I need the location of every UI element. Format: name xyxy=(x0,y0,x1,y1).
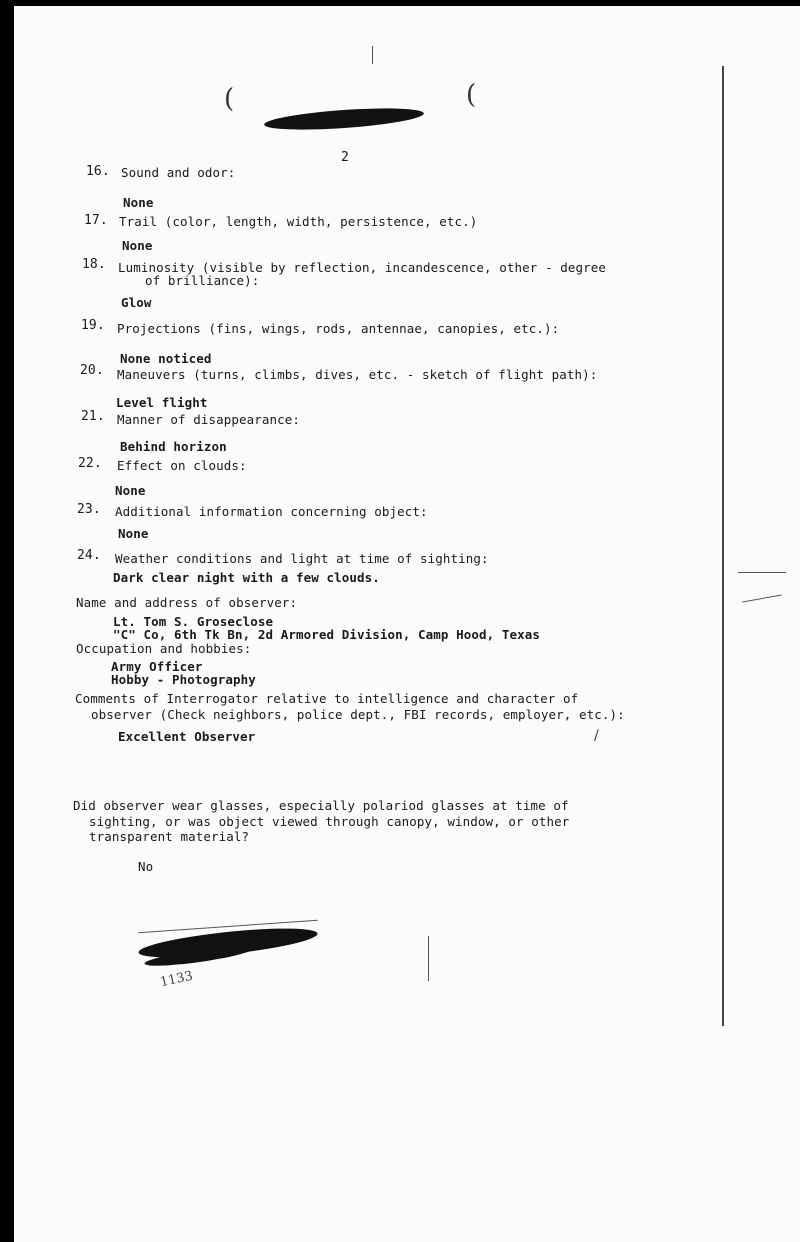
glasses-question: Did observer wear glasses, especially polariod glasses at time of xyxy=(73,798,569,813)
question-number: 17. xyxy=(84,213,108,228)
question-text: Luminosity (visible by reflection, incandescence, other - degree xyxy=(118,260,607,275)
question-number: 21. xyxy=(81,409,105,424)
answer-text: None xyxy=(115,483,146,498)
answer-text: None xyxy=(118,526,149,541)
comments-label: Comments of Interrogator relative to intelligence and character of xyxy=(75,691,579,706)
question-text: Effect on clouds: xyxy=(117,458,247,473)
question-text: Projections (fins, wings, rods, antennae, canopies, etc.): xyxy=(117,321,560,336)
slash-mark: / xyxy=(594,728,599,744)
redaction-scribble-top xyxy=(264,104,425,133)
comments-answer: Excellent Observer xyxy=(118,729,256,744)
occupation-value: Army Officer xyxy=(111,659,203,674)
hobby-value: Hobby - Photography xyxy=(111,672,256,687)
handwritten-number: 1133 xyxy=(158,968,195,991)
stray-mark xyxy=(428,936,429,981)
question-number: 23. xyxy=(77,502,101,517)
question-text-continued: of brilliance): xyxy=(145,273,260,288)
observer-label: Name and address of observer: xyxy=(76,595,298,610)
answer-text: Glow xyxy=(121,295,152,310)
paren-mark-right: ( xyxy=(466,80,477,110)
margin-mark xyxy=(738,572,786,573)
answer-text: Dark clear night with a few clouds. xyxy=(113,570,380,585)
answer-text: Level flight xyxy=(116,395,208,410)
question-number: 18. xyxy=(82,257,106,272)
occupation-label: Occupation and hobbies: xyxy=(76,641,252,656)
answer-text: Behind horizon xyxy=(120,439,227,454)
margin-mark xyxy=(742,595,782,603)
question-number: 19. xyxy=(81,318,105,333)
stray-mark xyxy=(372,46,373,64)
question-text: Weather conditions and light at time of sighting: xyxy=(115,551,489,566)
question-number: 24. xyxy=(77,548,101,563)
glasses-question-continued: sighting, or was object viewed through canopy, window, or other xyxy=(89,814,570,829)
question-text: Maneuvers (turns, climbs, dives, etc. - sketch of flight path): xyxy=(117,367,598,382)
question-number: 16. xyxy=(86,164,110,179)
page-number: 2 xyxy=(341,150,349,165)
question-text: Additional information concerning object: xyxy=(115,504,428,519)
question-text: Sound and odor: xyxy=(121,165,236,180)
paren-mark-left: ( xyxy=(224,84,235,114)
glasses-answer: No xyxy=(138,859,154,874)
question-number: 20. xyxy=(80,363,104,378)
observer-address: "C" Co, 6th Tk Bn, 2d Armored Division, Camp Hood, Texas xyxy=(113,627,541,642)
document-page xyxy=(14,6,800,1242)
answer-text: None noticed xyxy=(120,351,212,366)
page-edge-line xyxy=(722,66,727,1026)
answer-text: None xyxy=(123,195,154,210)
answer-text: None xyxy=(122,238,153,253)
observer-name: Lt. Tom S. Groseclose xyxy=(113,614,274,629)
glasses-question-continued: transparent material? xyxy=(89,829,250,844)
comments-label-continued: observer (Check neighbors, police dept., FBI records, employer, etc.): xyxy=(91,707,625,722)
question-text: Trail (color, length, width, persistence, etc.) xyxy=(119,214,478,229)
question-text: Manner of disappearance: xyxy=(117,412,301,427)
question-number: 22. xyxy=(78,456,102,471)
